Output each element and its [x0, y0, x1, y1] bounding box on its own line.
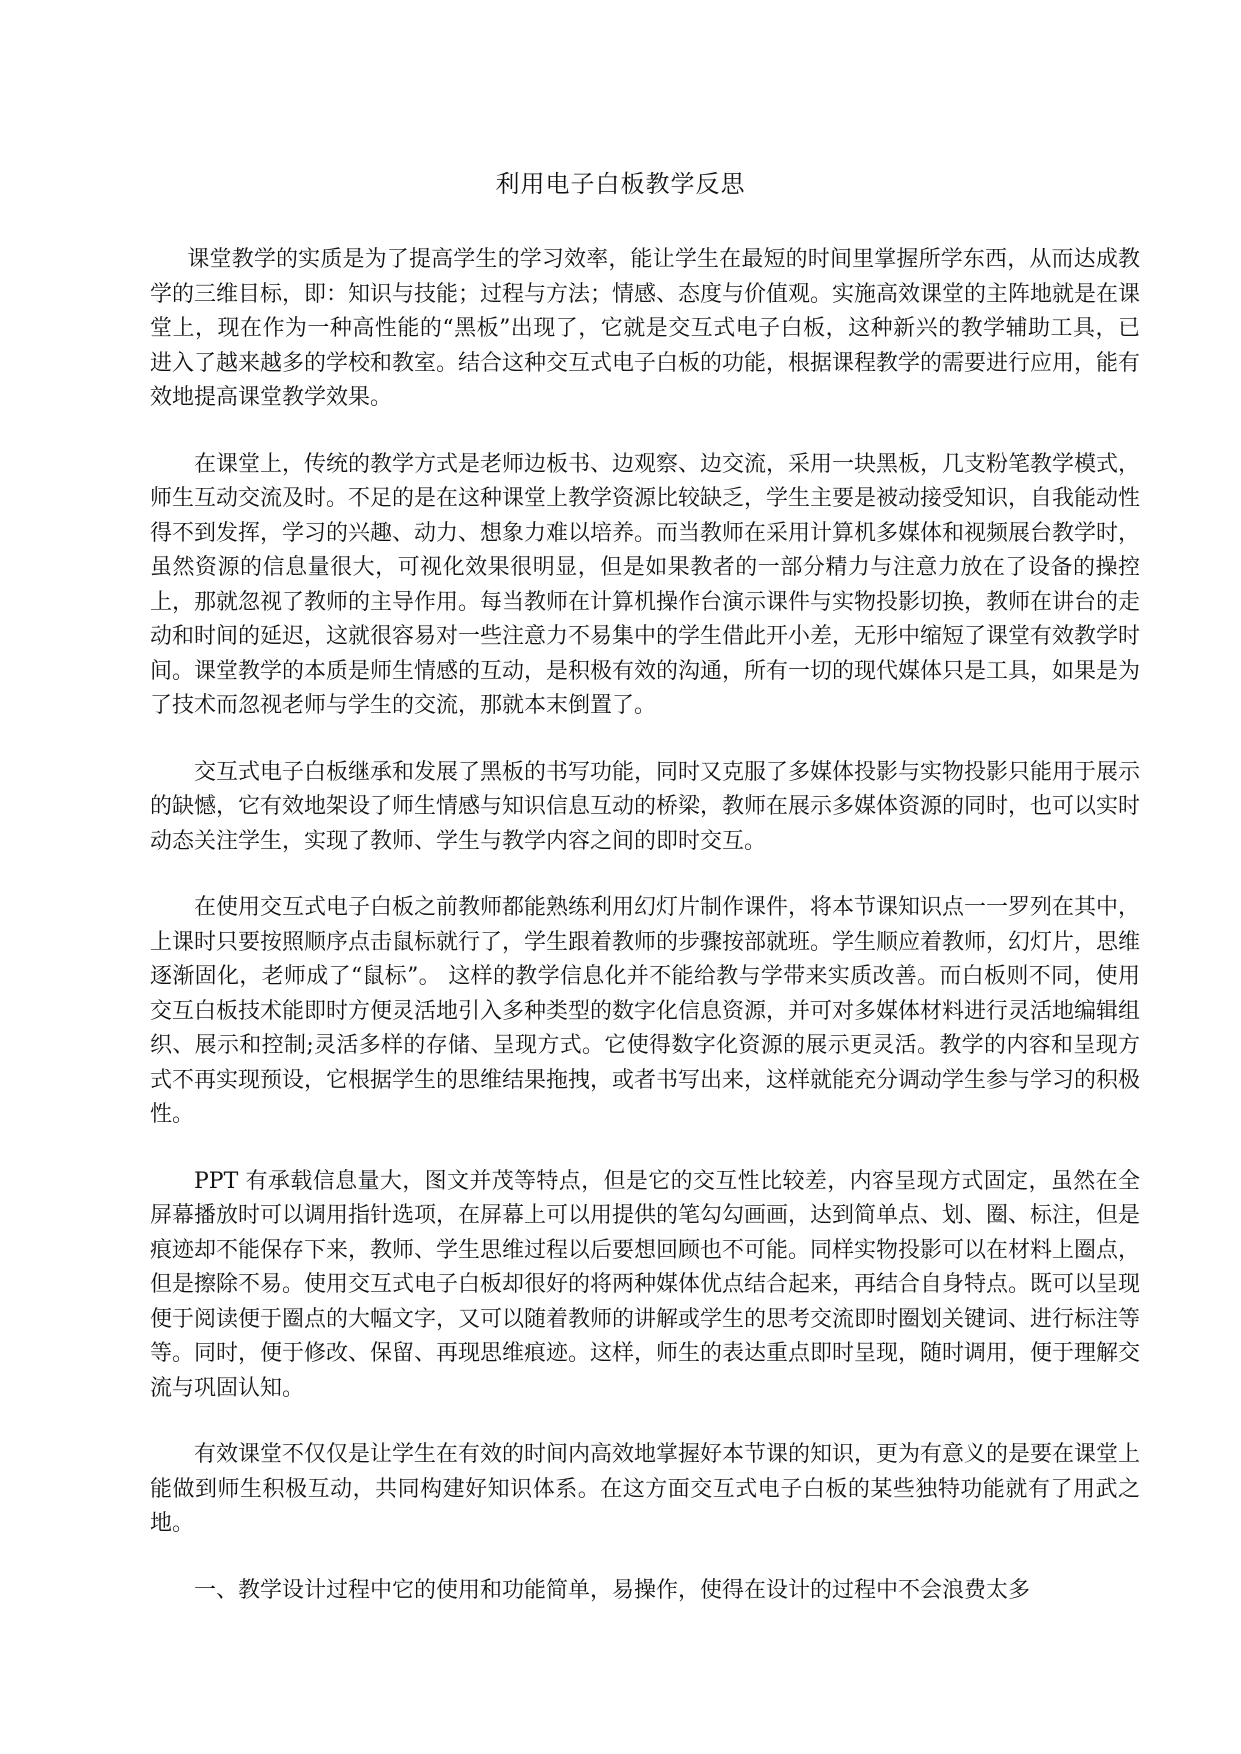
paragraph-3: 交互式电子白板继承和发展了黑板的书写功能，同时又克服了多媒体投影与实物投影只能用于展示的缺憾，它有效地架设了师生情感与知识信息互动的桥梁，教师在展示多媒体资源的同时，也可以实时动态关注学生，实现了教师、学生与教学内容之间的即时交互。	[150, 759, 1141, 854]
paragraph-6: 有效课堂不仅仅是让学生在有效的时间内高效地掌握好本节课的知识，更为有意义的是要在课堂上能做到师生积极互动，共同构建好知识体系。在这方面交互式电子白板的某些独特功能就有了用武之地。	[150, 1442, 1141, 1536]
paragraph-1: 课堂教学的实质是为了提高学生的学习效率，能让学生在最短的时间里掌握所学东西，从而达成教学的三维目标，即：知识与技能；过程与方法；情感、态度与价值观。实施高效课堂的主阵地就是在课堂上，现在作为一种高性能的“黑板”出现了，它就是交互式电子白板，这种新兴的教学辅助工具，已进入了越来越多的学校和教室。结合这种交互式电子白板的功能，根据课程教学的需要进行应用，能有效地提高课堂教学效果。	[150, 247, 1141, 410]
document-body	[150, 243, 1140, 1640]
paragraph-4: 在使用交互式电子白板之前教师都能熟练利用幻灯片制作课件，将本节课知识点一一罗列在其中，上课时只要按照顺序点击鼠标就行了，学生跟着教师的步骤按部就班。学生顺应着教师，幻灯片，思维逐渐固化，老师成了“鼠标”。 这样的教学信息化并不能给教与学带来实质改善。而白板则不同，使用交互白板技术能即时方便灵活地引入多种类型的数字化信息资源，并可对多媒体材料进行灵活地编辑组织、展示和控制;灵活多样的存储、呈现方式。它使得数字化资源的展示更灵活。教学的内容和呈现方式不再实现预设，它根据学生的思维结果拖拽，或者书写出来，这样就能充分调动学生参与学习的积极性。	[150, 895, 1141, 1127]
paragraph-2: 在课堂上，传统的教学方式是老师边板书、边观察、边交流，采用一块黑板，几支粉笔教学模式，师生互动交流及时。不足的是在这种课堂上教学资源比较缺乏，学生主要是被动接受知识，自我能动性得不到发挥，学习的兴趣、动力、想象力难以培养。而当教师在采用计算机多媒体和视频展台教学时，虽然资源的信息量很大，可视化效果很明显，但是如果教者的一部分精力与注意力放在了设备的操控上，那就忽视了教师的主导作用。每当教师在计算机操作台演示课件与实物投影切换，教师在讲台的走动和时间的延迟，这就很容易对一些注意力不易集中的学生借此开小差，无形中缩短了课堂有效教学时间。课堂教学的本质是师生情感的互动，是积极有效的沟通，所有一切的现代媒体只是工具，如果是为了技术而忽视老师与学生的交流，那就本末倒置了。	[150, 451, 1141, 718]
document-title: 利用电子白板教学反思	[495, 170, 746, 198]
paragraph-5: PPT 有承载信息量大，图文并茂等特点，但是它的交互性比较差，内容呈现方式固定，虽然在全屏幕播放时可以调用指针选项，在屏幕上可以用提供的笔勾勾画画，达到简单点、划、圈、标注，但是痕迹却不能保存下来，教师、学生思维过程以后要想回顾也不可能。同样实物投影可以在材料上圈点，但是擦除不易。使用交互式电子白板却很好的将两种媒体优点结合起来，再结合自身特点。既可以呈现便于阅读便于圈点的大幅文字，又可以随着教师的讲解或学生的思考交流即时圈划关键词、进行标注等等。同时，便于修改、保留、再现思维痕迹。这样，师生的表达重点即时呈现，随时调用，便于理解交流与巩固认知。	[150, 1168, 1141, 1401]
paragraph-7: 一、教学设计过程中它的使用和功能简单，易操作，使得在设计的过程中不会浪费太多	[194, 1577, 1031, 1603]
